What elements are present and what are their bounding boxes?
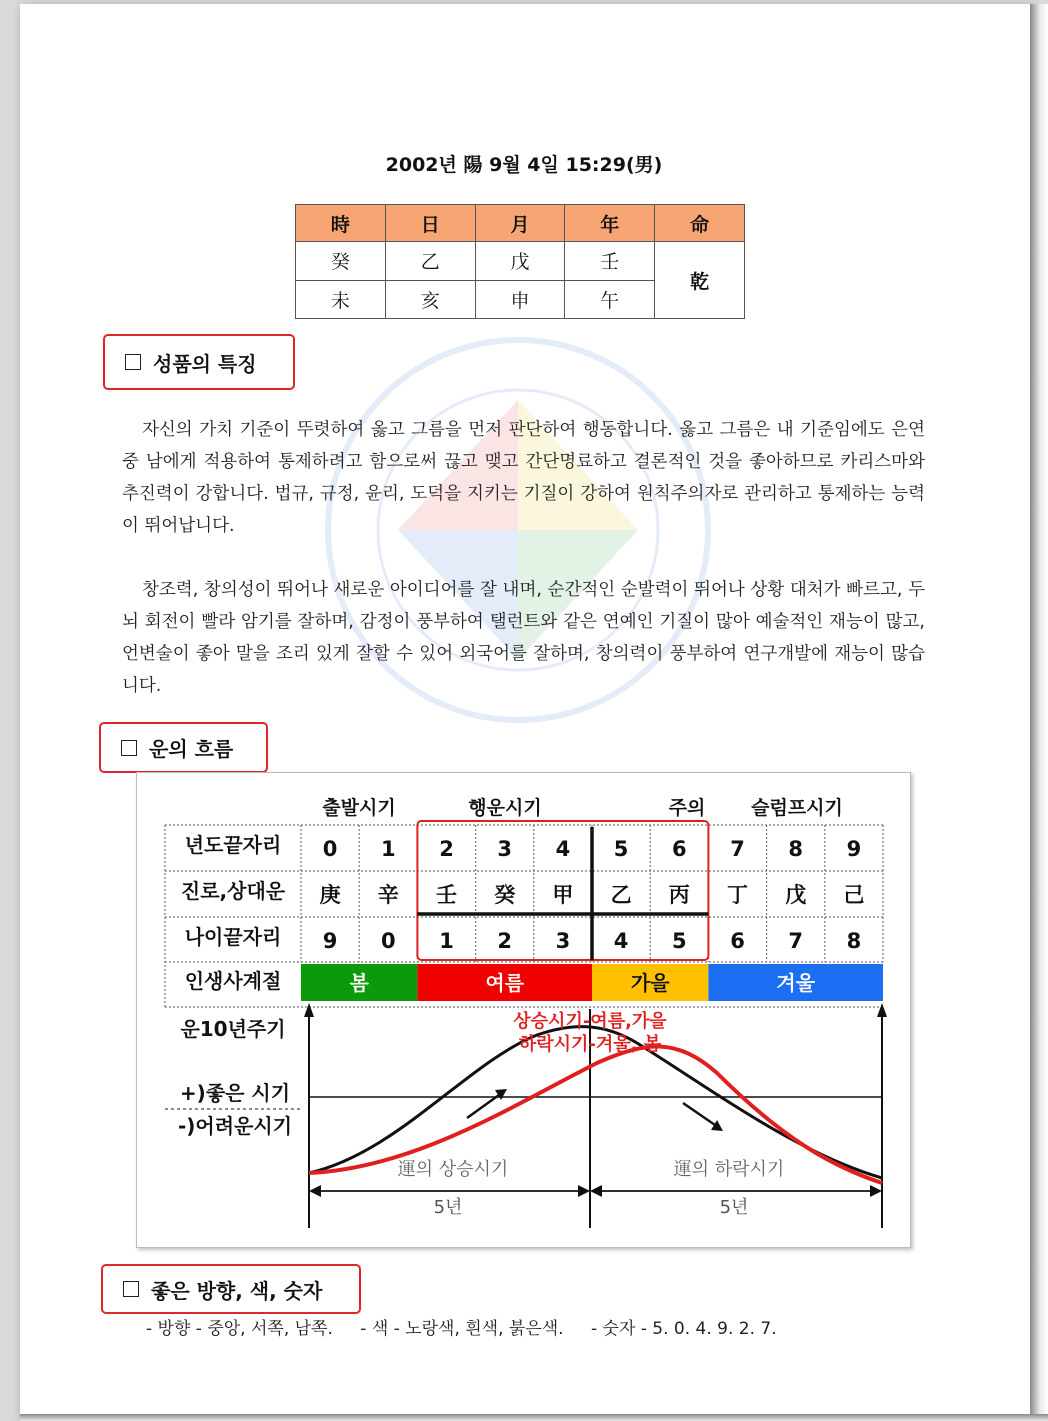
age-digit-cell: 8 bbox=[846, 929, 862, 953]
rise-period-label: 運의 상승시기 bbox=[397, 1159, 509, 1180]
axis-left-arrow-icon bbox=[304, 1003, 314, 1017]
cycle-label: 운10년주기 bbox=[180, 1017, 286, 1041]
age-digit-cell: 3 bbox=[555, 929, 571, 953]
season-label: 가을 bbox=[630, 971, 670, 995]
pillar-branch-year: 午 bbox=[565, 280, 655, 319]
page-edge-bottom bbox=[20, 1414, 1048, 1421]
age-digit-cell: 5 bbox=[671, 929, 687, 953]
pillar-stem-year: 壬 bbox=[565, 242, 655, 281]
year-digit-cell: 8 bbox=[788, 837, 804, 861]
page-edge-right bbox=[1030, 4, 1048, 1421]
year-digit-cell: 2 bbox=[439, 837, 454, 861]
fortune-curve-red bbox=[309, 1047, 882, 1183]
stem-cell: 戊 bbox=[785, 883, 807, 907]
lucky-color: - 색 - 노랑색, 흰색, 붉은색. bbox=[360, 1319, 564, 1339]
pillar-header-destiny: 命 bbox=[655, 205, 745, 242]
span-left-arrow-a-icon bbox=[309, 1185, 321, 1197]
pillar-stem-hour: 癸 bbox=[296, 242, 386, 281]
period-label-slump: 슬럼프시기 bbox=[751, 797, 843, 819]
pillar-header-hour: 時 bbox=[296, 205, 386, 242]
span-right-arrow-a-icon bbox=[590, 1185, 602, 1197]
stem-cell: 己 bbox=[843, 883, 865, 907]
years-left-label: 5년 bbox=[433, 1197, 463, 1218]
year-digit-cell: 1 bbox=[380, 837, 396, 861]
age-digit-cell: 2 bbox=[497, 929, 513, 953]
age-digit-cell: 7 bbox=[788, 929, 804, 953]
pillar-branch-hour: 未 bbox=[296, 280, 386, 319]
checkbox-square-icon bbox=[123, 1281, 139, 1297]
period-label-caution: 주의 bbox=[668, 797, 706, 819]
fortune-flow-chart bbox=[136, 772, 911, 1248]
stem-cell: 乙 bbox=[610, 883, 632, 907]
span-left-arrow-b-icon bbox=[578, 1185, 590, 1197]
year-digit-cell: 3 bbox=[497, 837, 513, 861]
rise-arrow-icon bbox=[495, 1089, 507, 1100]
row-label-age-digit: 나이끝자리 bbox=[184, 925, 282, 949]
personality-paragraph-2: 창조력, 창의성이 뛰어나 새로운 아이디어를 잘 내며, 순간적인 순발력이 뛰어나 상황 대처가 빠르고, 두뇌 회전이 빨라 암기를 잘하며, 감정이 풍부하여 탤런트와 같은 연예인 기질이 많아 예술적인 재능이 많고, 언변술이 좋아 말을 조리 있게 잘할 수 있어 외국어를 잘하며, 창의력이 풍부하여 연구개발에 재능이 많습니다. bbox=[122, 580, 925, 696]
stem-cell: 壬 bbox=[436, 883, 457, 907]
stem-cell: 辛 bbox=[377, 883, 399, 907]
fall-season-note: 하락시기-겨울, 봄 bbox=[518, 1034, 662, 1055]
pillar-header-year: 年 bbox=[565, 205, 655, 242]
pillar-destiny-mark: 乾 bbox=[655, 242, 745, 319]
row-label-season: 인생사계절 bbox=[184, 969, 282, 993]
season-label: 봄 bbox=[349, 971, 369, 995]
age-digit-cell: 9 bbox=[322, 929, 338, 953]
section-lucky-title: 좋은 방향, 색, 숫자 bbox=[151, 1278, 323, 1303]
pillar-header-month: 月 bbox=[475, 205, 565, 242]
row-label-stem: 진로,상대운 bbox=[180, 879, 286, 903]
section-personality-title: 성품의 특징 bbox=[153, 351, 257, 376]
rise-season-note: 상승시기-여름,가을 bbox=[513, 1011, 667, 1032]
period-label-start: 출발시기 bbox=[322, 797, 396, 819]
pillar-branch-day: 亥 bbox=[385, 280, 475, 319]
season-label: 겨울 bbox=[776, 971, 816, 995]
fall-period-label: 運의 하락시기 bbox=[673, 1159, 785, 1180]
stem-cell: 癸 bbox=[494, 883, 516, 907]
stem-cell: 庚 bbox=[319, 883, 341, 907]
fortune-flow-svg bbox=[137, 773, 910, 1247]
row-label-year-digit: 년도끝자리 bbox=[184, 833, 282, 857]
years-right-label: 5년 bbox=[719, 1197, 749, 1218]
span-right-arrow-b-icon bbox=[870, 1185, 882, 1197]
stem-cell: 甲 bbox=[552, 883, 574, 907]
year-digit-cell: 6 bbox=[671, 837, 687, 861]
lucky-number: - 숫자 - 5. 0. 4. 9. 2. 7. bbox=[590, 1319, 777, 1339]
personality-paragraph-1: 자신의 가치 기준이 뚜렷하여 옳고 그름을 먼저 판단하여 행동합니다. 옳고 그름은 내 기준임에도 은연중 남에게 적용하여 통제하려고 함으로써 끊고 맺고 간단명료하고 결론적인 것을 좋아하므로 카리스마와 추진력이 강합니다. 법규, 규정, 윤리, 도덕을 지키는 기질이 강하여 원칙주의자로 관리하고 통제하는 능력이 뛰어납니다. bbox=[122, 420, 925, 536]
stem-cell: 丁 bbox=[727, 883, 748, 907]
bad-period-label: -)어려운시기 bbox=[177, 1114, 293, 1138]
checkbox-square-icon bbox=[121, 740, 137, 756]
four-pillars-table bbox=[295, 204, 745, 319]
section-lucky-heading bbox=[101, 1264, 361, 1314]
age-digit-cell: 6 bbox=[730, 929, 745, 953]
birth-date-title: 2002년 陽 9월 4일 15:29(男) bbox=[385, 154, 663, 176]
year-digit-cell: 4 bbox=[555, 837, 571, 861]
axis-right-arrow-icon bbox=[877, 1003, 887, 1017]
section-fortune-title: 운의 흐름 bbox=[149, 737, 234, 761]
year-digit-cell: 0 bbox=[322, 837, 338, 861]
year-digit-cell: 7 bbox=[730, 837, 745, 861]
fall-arrow-line bbox=[683, 1103, 715, 1125]
fall-arrow-icon bbox=[711, 1120, 723, 1131]
pillar-branch-month: 申 bbox=[475, 280, 565, 319]
pillar-stem-month: 戊 bbox=[475, 242, 565, 281]
year-digit-cell: 9 bbox=[846, 837, 862, 861]
section-fortune-heading bbox=[99, 722, 268, 773]
age-digit-cell: 4 bbox=[613, 929, 629, 953]
age-digit-cell: 0 bbox=[380, 929, 396, 953]
lucky-direction: - 방향 - 중앙, 서쪽, 남쪽. bbox=[146, 1319, 333, 1339]
checkbox-square-icon bbox=[125, 354, 141, 370]
pillar-stem-day: 乙 bbox=[385, 242, 475, 281]
year-digit-cell: 5 bbox=[613, 837, 629, 861]
period-label-lucky: 행운시기 bbox=[468, 797, 542, 819]
lucky-notes bbox=[146, 1314, 799, 1339]
good-period-label: +)좋은 시기 bbox=[179, 1081, 291, 1105]
age-digit-cell: 1 bbox=[439, 929, 454, 953]
section-personality-heading bbox=[103, 334, 295, 390]
season-label: 여름 bbox=[485, 971, 525, 995]
pillar-header-day: 日 bbox=[385, 205, 475, 242]
stem-cell: 丙 bbox=[668, 883, 690, 907]
